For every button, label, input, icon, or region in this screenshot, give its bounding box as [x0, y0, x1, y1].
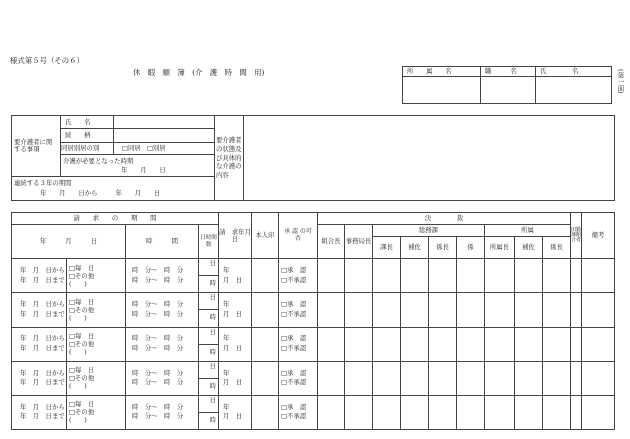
decision-stamp-cell[interactable] [401, 293, 429, 327]
decision-stamp-cell[interactable] [543, 395, 571, 429]
decision-stamp-cell[interactable] [318, 259, 345, 293]
decision-stamp-cell[interactable] [515, 327, 543, 361]
dept-subchief-header: 係長 [543, 237, 571, 259]
date-range-cell[interactable]: 年 月 日から 年 月 日まで [12, 259, 67, 293]
request-date-cell[interactable]: 年 月 日 [219, 293, 252, 327]
relation-label: 続 柄 [61, 129, 114, 142]
approve-checkbox[interactable]: □承 認 [281, 300, 307, 309]
decision-stamp-cell[interactable] [401, 395, 429, 429]
request-date-cell[interactable]: 年 月 日 [219, 395, 252, 429]
care-name-field[interactable] [114, 116, 215, 129]
time-range-cell[interactable]: 時 分～ 時 分 時 分～ 時 分 [126, 395, 199, 429]
approve-checkbox[interactable]: □承 認 [281, 334, 307, 343]
decision-stamp-cell[interactable] [345, 361, 373, 395]
name-field[interactable] [536, 77, 612, 104]
decision-stamp-cell[interactable] [457, 259, 485, 293]
decision-stamp-cell[interactable] [429, 361, 457, 395]
approve-checkbox[interactable]: □承 認 [281, 368, 307, 377]
decision-stamp-cell[interactable] [457, 293, 485, 327]
frequency-cell[interactable]: □毎 日 □その他 ( ) [67, 395, 126, 429]
other-checkbox[interactable]: □その他 [69, 374, 95, 383]
decision-stamp-cell[interactable] [543, 327, 571, 361]
condition-field[interactable] [244, 116, 615, 201]
department-header: 所属 [485, 225, 571, 237]
decision-stamp-cell[interactable] [571, 259, 582, 293]
period-cell[interactable]: 連続する３年の期間 年 月 日から 年 月 日 [12, 177, 215, 201]
approval-cell[interactable] [279, 259, 318, 293]
field-assist-header: 田勤簿館合者 [571, 213, 582, 259]
date-header: 年 月 日 [12, 225, 126, 259]
decision-stamp-cell[interactable] [571, 327, 582, 361]
decision-stamp-cell[interactable] [485, 327, 515, 361]
dept-head-header: 所属長 [485, 237, 515, 259]
decision-stamp-cell[interactable] [373, 259, 401, 293]
decision-stamp-cell[interactable] [373, 395, 401, 429]
frequency-cell[interactable]: □毎 日 □その他 ( ) [67, 259, 126, 293]
approve-checkbox[interactable]: □承 認 [281, 402, 307, 411]
frequency-cell[interactable]: □毎 日 □その他 ( ) [67, 327, 126, 361]
frequency-cell[interactable]: □毎 日 □その他 ( ) [67, 293, 126, 327]
daily-checkbox[interactable]: □毎 日 [69, 263, 95, 272]
post-label: 職 名 [481, 67, 536, 77]
reject-checkbox[interactable]: □不承認 [281, 344, 307, 353]
decision-stamp-cell[interactable] [485, 361, 515, 395]
decision-stamp-cell[interactable] [345, 395, 373, 429]
reject-checkbox[interactable]: □不承認 [281, 309, 307, 318]
daily-checkbox[interactable]: □毎 日 [69, 400, 95, 409]
needed-date-cell[interactable]: 介護が必要となった時期 年 月 日 [61, 154, 215, 177]
time-header: 時 間 [126, 225, 199, 259]
decision-stamp-cell[interactable] [373, 327, 401, 361]
living-options[interactable] [114, 142, 215, 154]
decision-stamp-cell[interactable] [429, 327, 457, 361]
care-person-table [11, 115, 615, 201]
decision-stamp-cell[interactable] [429, 259, 457, 293]
other-checkbox[interactable]: □その他 [69, 408, 95, 417]
decision-header: 決 裁 [318, 213, 571, 225]
decision-stamp-cell[interactable] [485, 395, 515, 429]
decision-stamp-cell[interactable] [429, 395, 457, 429]
subsection-chief-header: 係長 [429, 237, 457, 259]
seal-header: 本人印 [252, 213, 279, 259]
time-range-cell[interactable]: 時 分～ 時 分 時 分～ 時 分 [126, 361, 199, 395]
reject-checkbox[interactable]: □不承認 [281, 412, 307, 421]
frequency-cell[interactable]: □毎 日 □その他 ( ) [67, 361, 126, 395]
date-range-cell[interactable]: 年 月 日から 年 月 日まで [12, 293, 67, 327]
name-label: 氏 名 [536, 67, 612, 77]
time-range-cell[interactable]: 時 分～ 時 分 時 分～ 時 分 [126, 293, 199, 327]
time-range-cell[interactable]: 時 分～ 時 分 時 分～ 時 分 [126, 327, 199, 361]
request-date-cell[interactable]: 年 月 日 [219, 259, 252, 293]
post-field[interactable] [481, 77, 536, 104]
approval-cell[interactable] [279, 327, 318, 361]
decision-stamp-cell[interactable] [318, 361, 345, 395]
approve-checkbox[interactable]: □承 認 [281, 266, 307, 275]
decision-stamp-cell[interactable] [485, 293, 515, 327]
dept-assistant-header: 補佐 [515, 237, 543, 259]
approval-cell[interactable] [279, 395, 318, 429]
seal-cell[interactable] [252, 259, 279, 293]
decision-stamp-cell[interactable] [401, 327, 429, 361]
decision-stamp-cell[interactable] [515, 395, 543, 429]
daily-checkbox[interactable]: □毎 日 [69, 366, 95, 375]
opt-together[interactable]: □同居 [122, 143, 141, 152]
date-range-cell[interactable]: 年 月 日から 年 月 日まで [12, 395, 67, 429]
assistant-header: 補佐 [401, 237, 429, 259]
approval-header: 承 認 の可 否 [279, 213, 318, 259]
request-row [12, 259, 615, 293]
dept-label: 所 属 名 [403, 67, 481, 77]
date-range-cell[interactable]: 年 月 日から 年 月 日まで [12, 327, 67, 361]
request-row [12, 327, 615, 361]
seal-cell[interactable] [252, 395, 279, 429]
decision-stamp-cell[interactable] [345, 259, 373, 293]
other-checkbox[interactable]: □その他 [69, 271, 95, 280]
seal-cell[interactable] [252, 327, 279, 361]
form-number: 様式第５号（その６） [10, 56, 84, 65]
request-row [12, 293, 615, 327]
staff-header: 係 [457, 237, 485, 259]
hours-header: 日時間数 [199, 225, 219, 259]
opt-separate[interactable]: □別居 [146, 143, 166, 152]
care-name-label: 氏 名 [61, 116, 114, 129]
decision-stamp-cell[interactable] [457, 361, 485, 395]
period-header: 請 求 の 期 間 [12, 213, 219, 225]
hours-cell[interactable]: 日 時 [199, 395, 219, 429]
hours-cell[interactable]: 日 時 [199, 361, 219, 395]
decision-stamp-cell[interactable] [515, 259, 543, 293]
section-chief-header: 課長 [373, 237, 401, 259]
decision-stamp-cell[interactable] [582, 293, 615, 327]
request-row [12, 361, 615, 395]
union-header: 組合長 [318, 225, 345, 259]
living-label: 同居別居の別 [61, 142, 114, 154]
decision-stamp-cell[interactable] [582, 361, 615, 395]
decision-stamp-cell[interactable] [401, 259, 429, 293]
decision-stamp-cell[interactable] [318, 327, 345, 361]
decision-stamp-cell[interactable] [543, 361, 571, 395]
form-title: 休 暇 願 簿 (介 護 時 間 用) [133, 68, 265, 77]
decision-stamp-cell[interactable] [543, 293, 571, 327]
reject-checkbox[interactable]: □不承認 [281, 378, 307, 387]
daily-checkbox[interactable]: □毎 日 [69, 332, 95, 341]
date-range-cell[interactable]: 年 月 日から 年 月 日まで [12, 361, 67, 395]
daily-checkbox[interactable]: □毎 日 [69, 297, 95, 306]
decision-stamp-cell[interactable] [318, 293, 345, 327]
decision-stamp-cell[interactable] [582, 259, 615, 293]
decision-stamp-cell[interactable] [485, 259, 515, 293]
decision-stamp-cell[interactable] [345, 327, 373, 361]
other-checkbox[interactable]: □その他 [69, 340, 95, 349]
other-checkbox[interactable]: □その他 [69, 305, 95, 314]
approval-cell[interactable] [279, 361, 318, 395]
care-section-label: 要介護者に関する事項 [12, 116, 61, 177]
condition-label: 要介護者の状態及び具体的な介護の内容 [215, 116, 244, 201]
decision-stamp-cell[interactable] [401, 361, 429, 395]
general-affairs-header: 総務課 [373, 225, 485, 237]
hours-cell[interactable]: 日 時 [199, 259, 219, 293]
decision-stamp-cell[interactable] [571, 361, 582, 395]
affiliation-table [402, 66, 612, 104]
decision-stamp-cell[interactable] [429, 293, 457, 327]
request-table [11, 212, 615, 430]
approval-cell[interactable] [279, 293, 318, 327]
decision-stamp-cell[interactable] [373, 361, 401, 395]
decision-stamp-cell[interactable] [543, 259, 571, 293]
decision-stamp-cell[interactable] [582, 327, 615, 361]
time-range-cell[interactable]: 時 分～ 時 分 時 分～ 時 分 [126, 259, 199, 293]
decision-stamp-cell[interactable] [457, 327, 485, 361]
decision-stamp-cell[interactable] [345, 293, 373, 327]
remarks-header: 備考 [582, 213, 615, 259]
seal-cell[interactable] [252, 293, 279, 327]
decision-stamp-cell[interactable] [373, 293, 401, 327]
dept-field[interactable] [403, 77, 481, 104]
request-row [12, 395, 615, 429]
hours-cell[interactable]: 日 時 [199, 293, 219, 327]
seal-cell[interactable] [252, 361, 279, 395]
relation-field[interactable] [114, 129, 215, 142]
decision-stamp-cell[interactable] [515, 293, 543, 327]
decision-stamp-cell[interactable] [571, 395, 582, 429]
decision-stamp-cell[interactable] [318, 395, 345, 429]
hours-cell[interactable]: 日 時 [199, 327, 219, 361]
decision-stamp-cell[interactable] [571, 293, 582, 327]
request-date-cell[interactable]: 年 月 日 [219, 361, 252, 395]
side-note: (第一面) [616, 69, 625, 94]
request-date-header: 請 求年月日 [219, 213, 252, 259]
request-date-cell[interactable]: 年 月 日 [219, 327, 252, 361]
reject-checkbox[interactable]: □不承認 [281, 275, 307, 284]
decision-stamp-cell[interactable] [582, 395, 615, 429]
decision-stamp-cell[interactable] [457, 395, 485, 429]
office-head-header: 事務局長 [345, 225, 373, 259]
decision-stamp-cell[interactable] [515, 361, 543, 395]
